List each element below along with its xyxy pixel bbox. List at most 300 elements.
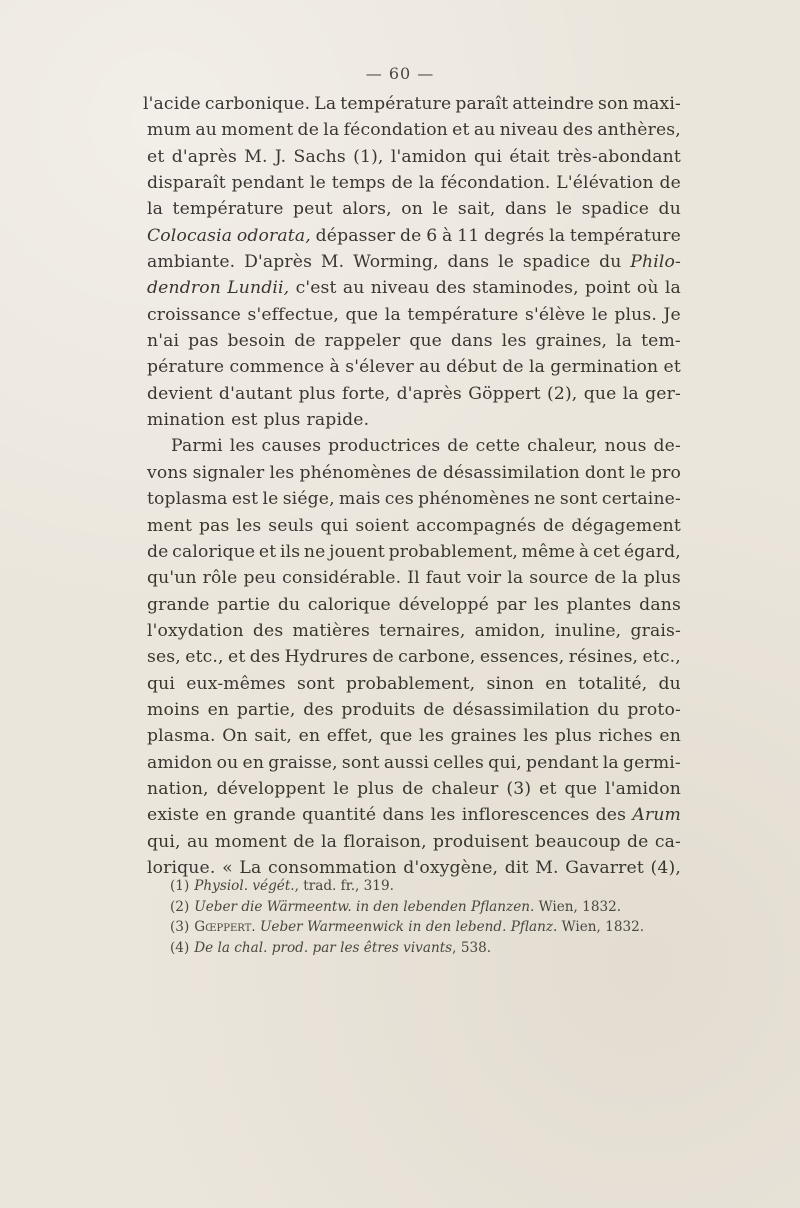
- word: moins: [147, 699, 200, 720]
- word: et: [663, 357, 681, 378]
- word: ca-: [654, 831, 681, 852]
- word: jouent: [329, 541, 385, 562]
- word: dans: [447, 252, 490, 273]
- word: Sachs: [293, 146, 346, 167]
- word: la: [418, 173, 435, 194]
- word: forte,: [341, 383, 391, 404]
- word: ger-: [645, 383, 681, 404]
- word: graisse,: [268, 752, 338, 773]
- text-line: [147, 328, 681, 354]
- word: peu: [243, 568, 277, 589]
- text-line: [147, 671, 681, 697]
- word: que: [345, 304, 379, 325]
- word: et: [539, 778, 557, 799]
- word: plus: [554, 726, 592, 747]
- page-number: — 60 —: [365, 64, 435, 83]
- word: germi-: [623, 752, 681, 773]
- word: La: [314, 94, 337, 114]
- word: dégagement: [571, 515, 681, 536]
- word: riches: [598, 726, 653, 747]
- word: de-: [653, 436, 681, 457]
- word: l'amidon: [390, 146, 467, 167]
- word: ne: [534, 489, 556, 510]
- word: le: [262, 489, 279, 510]
- word: ambiante.: [147, 252, 236, 273]
- word: de: [399, 225, 422, 246]
- word: amidon,: [474, 620, 546, 641]
- word: besoin: [227, 331, 286, 352]
- word: sinon: [486, 673, 535, 694]
- word: produisent: [433, 831, 529, 852]
- footnote-rest: , trad. fr., 319.: [294, 878, 394, 894]
- word: désassimilation: [442, 462, 580, 483]
- word: spadice: [522, 252, 591, 273]
- word: L'élévation: [556, 173, 654, 194]
- word: Worming,: [353, 252, 439, 273]
- word: sait,: [457, 199, 496, 220]
- text-line: [147, 802, 681, 828]
- text-line: [147, 144, 681, 170]
- word: paraît: [455, 94, 509, 114]
- word: (3): [506, 778, 532, 799]
- footnote: [170, 876, 670, 897]
- word: de: [391, 173, 413, 194]
- word: chaleur,: [527, 436, 598, 457]
- word: le: [591, 304, 608, 325]
- word: la: [321, 831, 338, 852]
- footnote-author: Gœppert.: [194, 919, 256, 936]
- word: désassimilation: [452, 699, 590, 720]
- word: productrices: [328, 436, 441, 457]
- word: grande: [147, 594, 210, 615]
- word: de: [423, 699, 445, 720]
- word: le: [629, 462, 646, 483]
- word: quantité: [302, 805, 377, 826]
- word: des: [435, 278, 467, 299]
- text-line: [147, 592, 681, 618]
- text-line: [147, 618, 681, 644]
- word: le: [432, 199, 449, 220]
- word: même: [521, 541, 576, 562]
- text-line: [147, 170, 681, 196]
- word: nation,: [147, 778, 209, 799]
- text-line: [147, 565, 681, 591]
- word: (2),: [547, 383, 578, 404]
- word: le: [556, 199, 573, 220]
- word: alors,: [342, 199, 392, 220]
- text-line: [147, 723, 681, 749]
- footnote-number: (3): [170, 919, 190, 936]
- word: température: [569, 225, 681, 246]
- word: en: [298, 726, 321, 747]
- word: effet,: [326, 726, 374, 747]
- word: proto-: [627, 699, 681, 720]
- text-line: [147, 407, 681, 433]
- word: température: [172, 199, 284, 220]
- word: spadice: [581, 199, 650, 220]
- word: pérature: [147, 357, 225, 378]
- word: en: [659, 726, 681, 747]
- word: ces: [384, 489, 414, 510]
- word: la: [602, 752, 619, 773]
- word: plantes: [566, 594, 632, 615]
- word: cette: [475, 436, 521, 457]
- word: Göppert: [468, 383, 541, 404]
- word: M.: [535, 857, 559, 878]
- word: grande: [233, 805, 296, 826]
- text-line: [147, 513, 681, 539]
- word: plus: [357, 778, 395, 799]
- word: début: [446, 357, 497, 378]
- word: mais: [339, 489, 381, 510]
- word: commence: [229, 357, 325, 378]
- footnote-number: (4): [170, 939, 190, 956]
- word: probablement,: [345, 673, 476, 694]
- word: des: [252, 620, 284, 641]
- word: atteindre: [512, 94, 594, 114]
- word: degrés: [484, 225, 545, 246]
- word: et: [228, 647, 246, 668]
- word: qui: [320, 515, 349, 536]
- word: maxi-: [632, 94, 681, 114]
- word: à: [578, 541, 590, 562]
- word: inflorescences: [461, 805, 590, 826]
- word: peut: [293, 199, 333, 220]
- word: la: [664, 278, 681, 299]
- word: inuline,: [554, 620, 622, 641]
- word: ses,: [147, 647, 181, 668]
- text-line: [147, 644, 681, 670]
- text-line: [147, 223, 681, 249]
- word: de: [447, 436, 469, 457]
- word: la: [147, 199, 164, 220]
- body-text: [143, 91, 681, 881]
- footnotes: [170, 876, 670, 958]
- word: est: [231, 410, 258, 431]
- word: des: [595, 805, 627, 826]
- word: égard,: [623, 541, 681, 562]
- word: etc.,: [642, 647, 681, 668]
- word: d'après: [396, 383, 462, 404]
- word: du: [658, 199, 681, 220]
- word: rapide.: [306, 410, 370, 431]
- word: existe: [147, 805, 200, 826]
- word: totalité,: [578, 673, 648, 694]
- word: développent: [216, 778, 326, 799]
- text-line: [147, 381, 681, 407]
- word: au: [186, 831, 209, 852]
- footnote-rest: Wien, 1832.: [557, 919, 645, 936]
- text-line: [147, 249, 681, 275]
- word: D'après: [244, 252, 313, 273]
- word: staminodes,: [472, 278, 579, 299]
- footnote-title: Ueber Warmeenwick in den lebend. Pflanz.: [259, 919, 558, 936]
- text-line: [147, 776, 681, 802]
- text-line: [147, 486, 681, 512]
- word: la: [507, 568, 524, 589]
- word: croissance: [147, 304, 241, 325]
- word: plasma.: [147, 726, 216, 747]
- word: pro: [650, 462, 681, 483]
- word: dans: [382, 805, 425, 826]
- word: source: [529, 568, 589, 589]
- word: les: [419, 726, 444, 747]
- word: qui: [147, 673, 176, 694]
- word: d'après: [171, 146, 237, 167]
- word: développé: [398, 594, 489, 615]
- word: était: [509, 146, 550, 167]
- word: plus: [298, 383, 336, 404]
- word: est: [231, 489, 259, 510]
- text-line: [147, 354, 681, 380]
- word: calorique: [307, 594, 391, 615]
- word: celles: [433, 752, 484, 773]
- word: et: [258, 541, 277, 562]
- word: du: [658, 673, 681, 694]
- word: température: [340, 94, 452, 114]
- word: ne: [303, 541, 326, 562]
- word: ternaires,: [379, 620, 466, 641]
- word: disparaît: [147, 173, 226, 194]
- word: dans: [639, 594, 681, 615]
- word: M.: [320, 252, 345, 273]
- text-line: [147, 460, 681, 486]
- word: soient: [355, 515, 410, 536]
- word: eux-mêmes: [186, 673, 286, 694]
- word: 6: [426, 225, 438, 246]
- word: de: [372, 647, 394, 668]
- text-line: [147, 196, 681, 222]
- word: de: [627, 831, 649, 852]
- word: La: [239, 857, 262, 878]
- word: de: [502, 357, 524, 378]
- word: de: [294, 331, 316, 352]
- word: partie,: [236, 699, 296, 720]
- word: lorique.: [147, 857, 216, 878]
- word: germination: [550, 357, 659, 378]
- word: (1),: [353, 146, 384, 167]
- word: que: [583, 383, 617, 404]
- word: la: [549, 225, 566, 246]
- word: ils: [279, 541, 301, 562]
- word: de: [293, 831, 315, 852]
- word: les: [501, 331, 527, 352]
- word: en: [242, 752, 265, 773]
- footnote-title: Physiol. végét.: [194, 878, 295, 894]
- word: rappeler: [324, 331, 401, 352]
- word: graines: [450, 726, 517, 747]
- word: l'acide: [143, 94, 201, 114]
- word: devient: [147, 383, 213, 404]
- word: le: [333, 778, 350, 799]
- word: s'élève: [524, 304, 586, 325]
- footnote-rest: , 538.: [452, 939, 492, 956]
- footnote-rest: Wien, 1832.: [534, 898, 622, 915]
- footnote: [170, 917, 670, 938]
- word: causes: [261, 436, 322, 457]
- word: tem-: [641, 331, 681, 352]
- word: de: [147, 541, 169, 562]
- word: dit: [504, 857, 529, 878]
- footnote: [170, 897, 670, 918]
- word: Parmi: [171, 436, 223, 457]
- word: du: [277, 594, 301, 615]
- word: carbonique.: [204, 94, 311, 114]
- word: de: [594, 568, 616, 589]
- word: grais-: [630, 620, 681, 641]
- word: la: [621, 568, 638, 589]
- word: qui,: [488, 752, 522, 773]
- footnote-title: De la chal. prod. par les êtres vivants: [194, 939, 453, 956]
- word: On: [222, 726, 248, 747]
- word: niveau: [370, 278, 430, 299]
- word: plus.: [614, 304, 657, 325]
- word: plus: [643, 568, 681, 589]
- word: beaucoup: [534, 831, 621, 852]
- word: de: [402, 778, 424, 799]
- footnote-number: (2): [170, 898, 190, 915]
- word: du: [597, 699, 620, 720]
- word: signaler: [192, 462, 265, 483]
- word: pendant: [526, 752, 599, 773]
- word: Il: [407, 568, 420, 589]
- word: les: [236, 515, 262, 536]
- footnote-title: Ueber die Wärmeentw. in den lebenden Pflanzen.: [194, 898, 535, 915]
- word: sont: [559, 489, 598, 510]
- word: Hydrures: [284, 647, 368, 668]
- word: où: [636, 278, 659, 299]
- word: toplasma: [147, 489, 228, 510]
- word: dans: [450, 331, 493, 352]
- word: que: [409, 331, 443, 352]
- footnote: [170, 938, 670, 959]
- word: odorata,: [236, 225, 311, 246]
- word: résines,: [568, 647, 639, 668]
- word: que: [379, 726, 413, 747]
- word: on: [401, 199, 423, 220]
- word: les: [430, 805, 456, 826]
- word: J.: [274, 146, 287, 167]
- footnote-number: (1): [170, 878, 190, 894]
- word: partie: [217, 594, 271, 615]
- word: Arum: [632, 805, 681, 826]
- word: sont: [341, 752, 380, 773]
- word: la: [622, 383, 639, 404]
- word: n'ai: [147, 331, 180, 352]
- word: ou: [216, 752, 239, 773]
- word: la: [616, 331, 633, 352]
- word: certaine-: [601, 489, 681, 510]
- word: 11: [457, 225, 480, 246]
- word: de: [297, 120, 320, 141]
- word: graines,: [535, 331, 608, 352]
- word: consommation: [267, 857, 397, 878]
- word: chaleur: [431, 778, 499, 799]
- word: la: [384, 304, 401, 325]
- text-line: [147, 750, 681, 776]
- text-line: [147, 302, 681, 328]
- word: fécondation: [343, 120, 448, 141]
- word: dans: [505, 199, 547, 220]
- word: moment: [221, 120, 294, 141]
- word: l'oxydation: [147, 620, 244, 641]
- word: température: [407, 304, 519, 325]
- word: le: [498, 252, 515, 273]
- word: sait,: [254, 726, 293, 747]
- word: d'autant: [218, 383, 293, 404]
- word: moment: [214, 831, 287, 852]
- word: en: [545, 673, 567, 694]
- word: des: [303, 699, 334, 720]
- word: et: [452, 120, 470, 141]
- word: son: [597, 94, 629, 114]
- word: Je: [663, 304, 681, 325]
- word: des: [249, 647, 281, 668]
- word: phénomènes: [418, 489, 530, 510]
- word: et: [147, 146, 165, 167]
- word: de: [659, 173, 681, 194]
- word: mum: [147, 120, 192, 141]
- word: au: [419, 357, 441, 378]
- word: en: [207, 699, 230, 720]
- word: la: [528, 357, 546, 378]
- word: essences,: [479, 647, 565, 668]
- text-line: [147, 117, 681, 143]
- word: au: [195, 120, 218, 141]
- word: s'élever: [345, 357, 414, 378]
- word: calorique: [172, 541, 256, 562]
- word: l'amidon: [605, 778, 681, 799]
- word: de: [542, 515, 565, 536]
- word: «: [222, 857, 233, 878]
- word: du: [599, 252, 622, 273]
- word: Gavarret: [565, 857, 644, 878]
- word: voir: [466, 568, 502, 589]
- word: que: [564, 778, 598, 799]
- word: (4),: [650, 857, 681, 878]
- word: pendant: [231, 173, 305, 194]
- word: la: [323, 120, 340, 141]
- word: amidon: [147, 752, 213, 773]
- text-line: [147, 697, 681, 723]
- word: Lundii,: [227, 278, 290, 299]
- word: à: [329, 357, 340, 378]
- word: temps: [331, 173, 386, 194]
- word: les: [523, 726, 549, 747]
- word: mination: [147, 410, 226, 431]
- text-line: [147, 539, 681, 565]
- word: qui: [474, 146, 503, 167]
- text-line: [147, 275, 681, 301]
- word: les: [534, 594, 560, 615]
- word: seuls: [268, 515, 314, 536]
- word: ment: [147, 515, 193, 536]
- word: carbone,: [398, 647, 476, 668]
- word: qu'un: [147, 568, 197, 589]
- word: vons: [147, 462, 188, 483]
- word: faut: [425, 568, 461, 589]
- word: fécondation.: [440, 173, 551, 194]
- word: rôle: [202, 568, 238, 589]
- word: accompagnés: [415, 515, 537, 536]
- word: de: [416, 462, 438, 483]
- word: Philo-: [630, 252, 681, 273]
- word: niveau: [499, 120, 559, 141]
- word: le: [309, 173, 326, 194]
- word: au: [473, 120, 496, 141]
- word: nous: [604, 436, 647, 457]
- word: dépasser: [315, 225, 396, 246]
